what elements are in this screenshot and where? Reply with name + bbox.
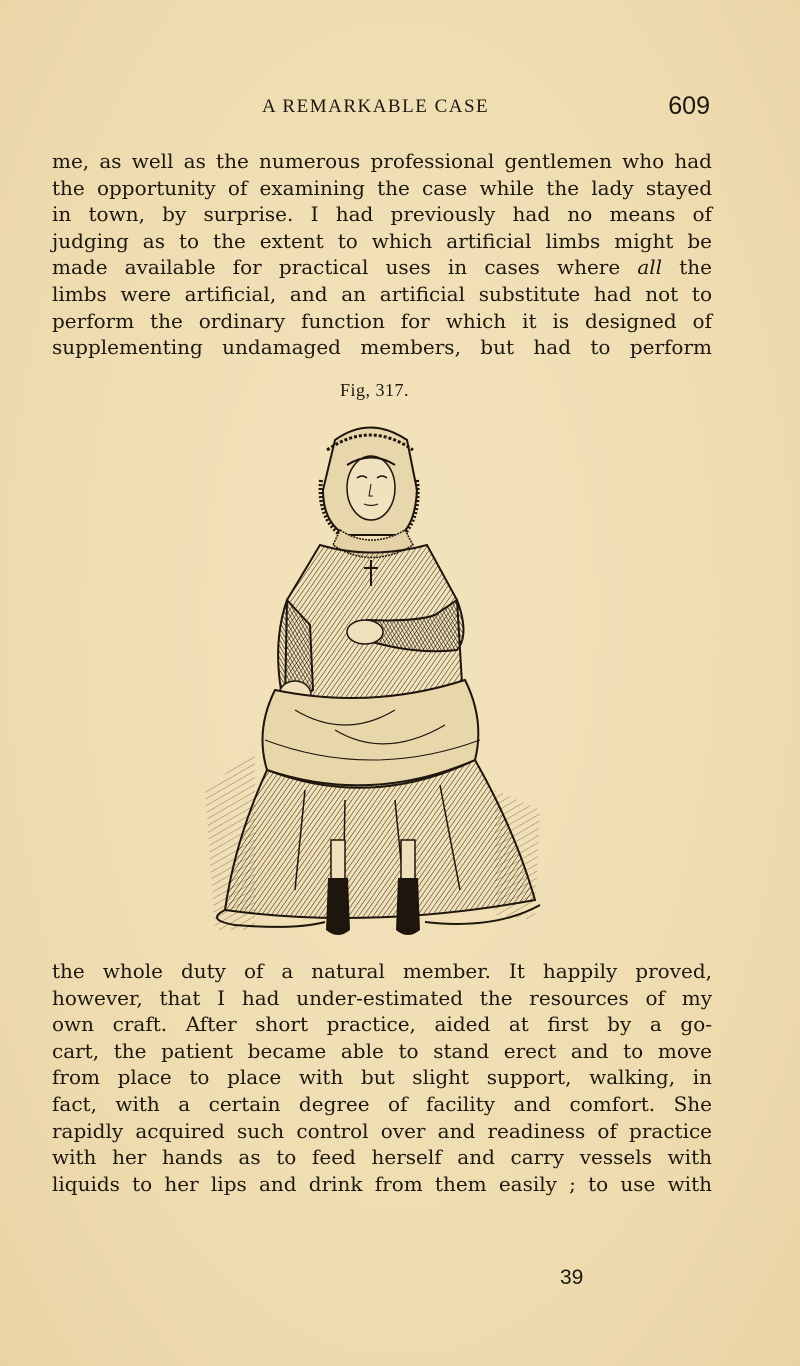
text-line: with her hands as to feed herself and carry vessels with <box>52 1145 712 1170</box>
text-line: however, that I had under-estimated the resources of my <box>52 985 712 1010</box>
text-line: judging as to the extent to which artificial limbs might be <box>52 228 712 253</box>
running-head-title: A REMARKABLE CASE <box>262 96 490 117</box>
text-line: cart, the patient became able to stand erect and to move <box>52 1038 712 1063</box>
figure-caption: Fig, 317. <box>340 380 410 400</box>
italic-word: all <box>637 255 663 280</box>
text-line: supplementing undamaged members, but had to perform <box>52 335 712 360</box>
text-line: in town, by surprise. I had previously had no means of <box>52 202 712 227</box>
top-paragraph <box>52 148 712 361</box>
page-number: 609 <box>668 92 710 120</box>
bottom-paragraph <box>52 958 712 1197</box>
text-line: limbs were artificial, and an artificial substitute had not to <box>52 281 712 306</box>
text-line: rapidly acquired such control over and readiness of practice <box>52 1118 712 1143</box>
text-line: perform the ordinary function for which it is designed of <box>52 308 712 333</box>
text-line: me, as well as the numerous professional gentlemen who had <box>52 149 712 173</box>
text-line: own craft. After short practice, aided at first by a go- <box>52 1012 712 1037</box>
running-head <box>52 92 710 122</box>
text-line: the opportunity of examining the case while the lady stayed <box>52 175 712 200</box>
text-line: liquids to her lips and drink from them easily ; to use with <box>52 1171 712 1196</box>
signature-mark: 39 <box>560 1266 584 1289</box>
text-line-with-italic: made available for practical uses in cases where all the <box>52 255 712 280</box>
text-line: the whole duty of a natural member. It happily proved, <box>52 959 712 983</box>
text-line: from place to place with but slight support, walking, in <box>52 1065 712 1090</box>
text-line: fact, with a certain degree of facility and comfort. She <box>52 1091 712 1116</box>
engraving-seated-woman <box>195 410 555 945</box>
